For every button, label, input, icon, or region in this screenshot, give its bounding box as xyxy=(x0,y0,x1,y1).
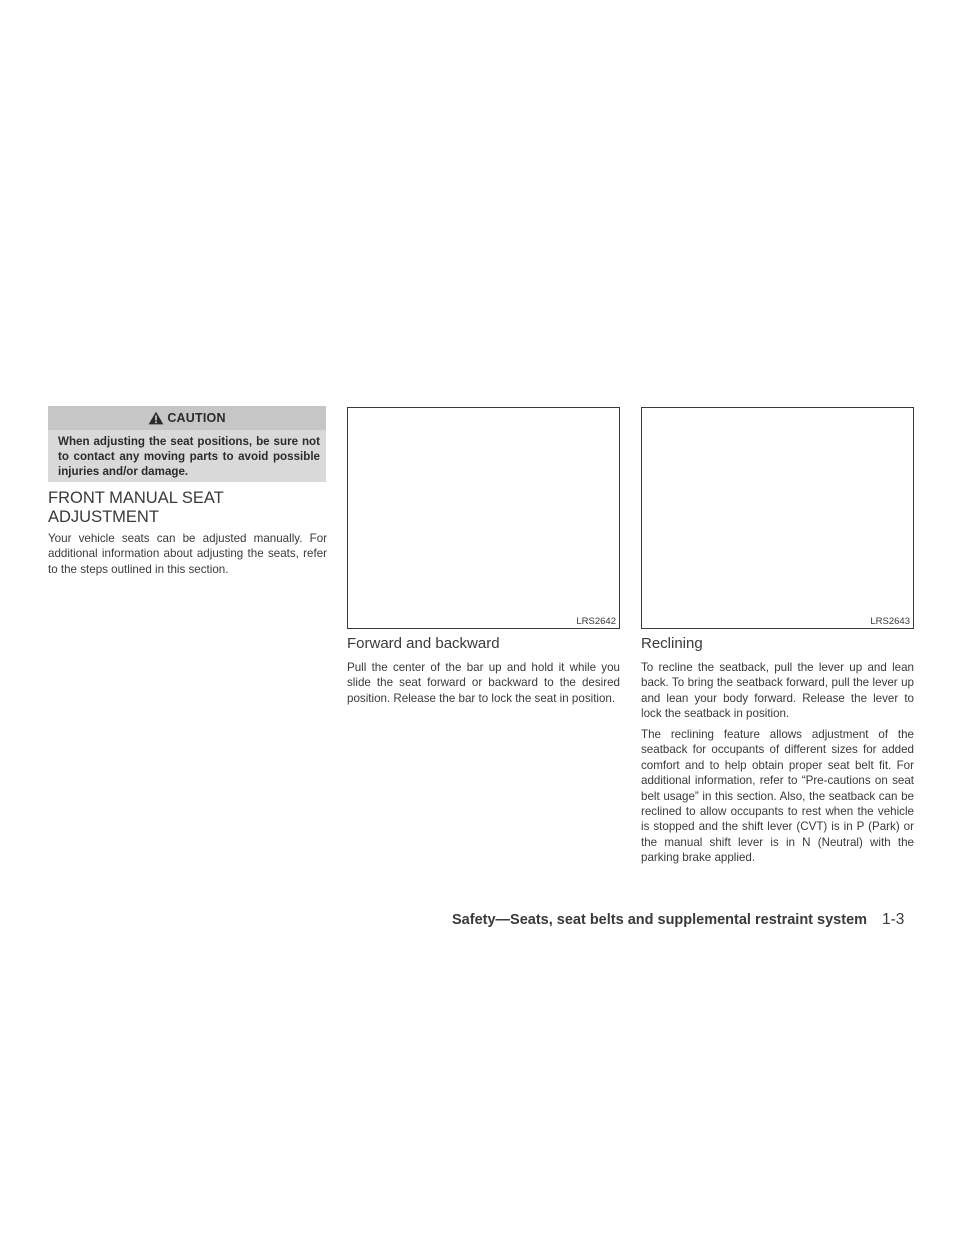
figure-seat-forward-backward xyxy=(347,407,620,629)
section-heading-line2: ADJUSTMENT xyxy=(48,508,159,526)
figure-id: LRS2643 xyxy=(870,616,910,627)
caution-header xyxy=(48,406,326,430)
figure-id: LRS2642 xyxy=(576,616,616,627)
forward-backward-text: Pull the center of the bar up and hold it while you slide the seat forward or backward to the desired position. Release the bar to lock the seat in position. xyxy=(347,661,620,705)
caution-text: When adjusting the seat positions, be sure not to contact any moving parts to avoid possible injuries and/or damage. xyxy=(58,435,320,478)
figure-seat-reclining xyxy=(641,407,914,629)
page-number: 1-3 xyxy=(882,911,905,928)
section-intro: Your vehicle seats can be adjusted manually. For additional information about adjusting the seats, refer to the steps outlined in this section. xyxy=(48,532,327,576)
caution-box xyxy=(48,406,326,482)
section-heading xyxy=(48,489,328,527)
forward-backward-heading: Forward and backward xyxy=(347,635,500,652)
warning-triangle-icon xyxy=(148,411,164,425)
reclining-heading: Reclining xyxy=(641,635,703,652)
reclining-paragraph-2: The reclining feature allows adjustment of the seatback for occupants of different sizes for added comfort and to help obtain proper seat belt fit. For additional information, refer to “Pre-cautions on seat belt usage” in this section. Also, the seatback can be reclined to allow occupants to rest when the vehicle is stopped and the shift lever (CVT) is in P (Park) or the manual shift lever is in N (Neutral) with the parking brake applied. xyxy=(641,728,914,865)
footer-chapter-title: Safety—Seats, seat belts and supplemental restraint system xyxy=(452,912,868,928)
section-heading-line1: FRONT MANUAL SEAT xyxy=(48,489,224,507)
caution-title: CAUTION xyxy=(167,411,226,425)
reclining-paragraph-1: To recline the seatback, pull the lever up and lean back. To bring the seatback forward, pull the lever up and lean your body forward. Release the lever to lock the seatback in position. xyxy=(641,661,914,721)
